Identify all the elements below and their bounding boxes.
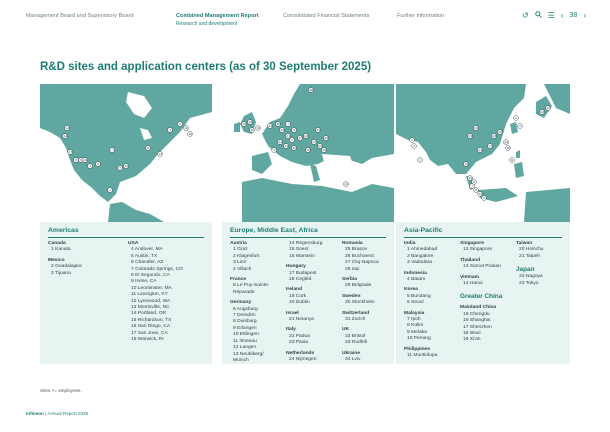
site-entry: 20 Hsinchu — [519, 247, 544, 253]
svg-text:6: 6 — [97, 162, 99, 166]
site-entry: 17 San Jose, CA — [131, 330, 168, 336]
country-heading: Malaysia — [404, 310, 425, 316]
apac-col2 — [460, 241, 518, 344]
svg-text:15: 15 — [124, 164, 128, 168]
country-heading: Italy — [286, 327, 296, 333]
site-entry: 12 Lynnwood, WA — [131, 298, 171, 304]
svg-text:21: 21 — [504, 140, 508, 144]
svg-text:10: 10 — [468, 176, 472, 180]
site-entry: 34 Lviv — [345, 357, 361, 363]
site-entry: 14 Portland, OR — [131, 311, 167, 317]
svg-text:27: 27 — [312, 140, 316, 144]
emea-map — [222, 84, 394, 222]
svg-text:5: 5 — [119, 166, 121, 170]
site-entry: 5 Le Puy-Sainte- — [233, 283, 270, 289]
emea-col1 — [230, 241, 286, 364]
site-entry: 16 Shanghai — [463, 318, 491, 324]
svg-text:4: 4 — [483, 196, 485, 200]
svg-text:31: 31 — [278, 140, 282, 144]
svg-text:9: 9 — [475, 188, 477, 192]
country-heading: Taiwan — [516, 241, 533, 246]
svg-text:10: 10 — [184, 126, 188, 130]
apac-panel — [396, 84, 570, 364]
nav-icons — [522, 11, 586, 20]
svg-text:14: 14 — [478, 148, 482, 152]
site-entry: 8 Kulim — [407, 323, 424, 329]
site-entry: 1 Ahmedabad — [407, 247, 438, 253]
site-entry: 22 Padua — [289, 333, 310, 339]
svg-text:19: 19 — [242, 122, 246, 126]
site-entry: 4 Batam — [407, 277, 426, 283]
nav-combined-management-report-label: Combined Management Report — [176, 13, 259, 19]
site-entry: 25 Brașov — [345, 247, 368, 253]
site-entry: 21 Netanya — [289, 317, 315, 323]
country-heading: Canada — [48, 241, 66, 246]
americas-col1 — [48, 241, 108, 277]
svg-text:3: 3 — [291, 138, 293, 142]
svg-text:4: 4 — [179, 122, 181, 126]
site-entry: 8 Duisburg — [233, 319, 257, 325]
emea-map-svg — [222, 84, 394, 222]
site-entry: 17 Shenzhen — [463, 324, 492, 330]
site-entry: 22 Nagoya — [519, 274, 543, 280]
country-heading: Germany — [230, 300, 252, 306]
country-heading: Netherlands — [286, 350, 315, 356]
site-entry: 23 Pavia — [289, 340, 309, 346]
svg-text:22: 22 — [292, 146, 296, 150]
svg-text:6: 6 — [515, 116, 517, 120]
site-entry: 6 Chandler, AZ — [131, 260, 164, 266]
svg-text:34: 34 — [316, 128, 320, 132]
svg-text:14: 14 — [63, 134, 67, 138]
site-entry: 4 Andover, MA — [131, 247, 163, 253]
site-entry: 18 Warwick, RI — [131, 337, 164, 343]
apac-map — [396, 84, 570, 222]
svg-text:19: 19 — [474, 126, 478, 130]
nav-combined-management-report[interactable] — [176, 13, 259, 27]
svg-text:16: 16 — [280, 128, 284, 132]
americas-panel — [40, 84, 212, 364]
americas-col2 — [128, 241, 214, 344]
svg-text:18: 18 — [492, 134, 496, 138]
site-entry: 21 Taipeh — [519, 253, 541, 259]
svg-text:28: 28 — [324, 136, 328, 140]
site-entry: 11 Ilmenau — [233, 338, 257, 344]
site-entry: 3 Tijuana — [51, 270, 71, 276]
site-entry: 6 Seoul — [407, 300, 424, 306]
site-entry: 27 Cluj-Napoca — [345, 260, 379, 266]
site-entry: 11 Muntinlupa — [407, 353, 438, 359]
country-heading: Hungary — [286, 264, 306, 270]
group-spacer — [516, 260, 570, 264]
country-heading: Philippines — [404, 346, 431, 352]
emea-title: Europe, Middle East, Africa — [230, 227, 318, 234]
country-heading: Greater China — [460, 293, 503, 301]
svg-text:24: 24 — [268, 124, 272, 128]
site-entry: 2 Bangalore — [407, 253, 434, 259]
country-heading: France — [230, 277, 247, 283]
site-entry: 28 Iași — [345, 266, 360, 272]
svg-text:8: 8 — [75, 158, 77, 162]
site-entry: 1 Graz — [233, 247, 248, 253]
svg-text:23: 23 — [546, 106, 550, 110]
nav-sub-research: Research and development — [176, 21, 238, 27]
site-entry: 5 Bundang — [407, 293, 431, 299]
svg-text:3: 3 — [89, 164, 91, 168]
site-entry: 23 Tokyo — [519, 280, 539, 286]
site-entry: Munich — [233, 357, 249, 363]
svg-text:17: 17 — [68, 150, 72, 154]
country-heading: UK — [342, 327, 350, 333]
svg-text:1: 1 — [411, 138, 413, 142]
site-entry: 2 Guadalajara — [51, 264, 82, 270]
site-entry: 15 Soest — [289, 247, 309, 253]
americas-map — [40, 84, 212, 222]
svg-text:2: 2 — [109, 188, 111, 192]
apac-title: Asia-Pacific — [404, 227, 443, 234]
site-entry: 19 Cork — [289, 293, 307, 299]
country-heading: Indonesia — [404, 270, 427, 276]
site-entry: Réparade — [233, 289, 255, 295]
country-heading: Switzerland — [342, 310, 370, 316]
undo-icon[interactable]: ↺ — [521, 11, 529, 20]
apac-divider — [404, 237, 562, 238]
svg-text:25: 25 — [318, 144, 322, 148]
page-footer — [26, 411, 88, 416]
site-entry: 32 Bristol — [345, 333, 366, 339]
svg-text:29: 29 — [306, 148, 310, 152]
site-entry: 19 Xi'an — [463, 337, 481, 343]
site-entry: 33 Rudhill — [345, 340, 367, 346]
footer-brand: Infineon — [26, 411, 44, 416]
site-entry: 10 Leominster, MA — [131, 285, 172, 291]
svg-text:16: 16 — [83, 158, 87, 162]
site-entry: 1 Kanata — [51, 247, 71, 253]
site-entry: 16 San Diego, CA — [131, 324, 171, 330]
emea-panel — [222, 84, 394, 364]
country-heading: Thailand — [460, 257, 481, 263]
page-number: 38 — [569, 12, 578, 19]
svg-text:7: 7 — [111, 148, 113, 152]
svg-text:11: 11 — [146, 146, 150, 150]
country-heading: India — [404, 241, 416, 246]
country-heading: Mexico — [48, 257, 65, 263]
site-entry: 9 Melaka — [407, 329, 427, 335]
emea-col2 — [286, 241, 342, 364]
svg-text:16: 16 — [498, 130, 502, 134]
svg-text:20: 20 — [506, 146, 510, 150]
nav-further-information[interactable]: Further information — [397, 13, 445, 19]
page-title: R&D sites and application centers (as of 30 September 2025) — [40, 61, 372, 73]
site-entry: 13 Neubiberg/ — [233, 351, 264, 357]
country-heading: Austria — [230, 241, 247, 246]
top-navigation — [26, 13, 586, 33]
chevron-left-icon[interactable]: ‹ — [560, 11, 564, 20]
svg-text:2: 2 — [419, 158, 421, 162]
footnote: Sites >= employees. — [40, 388, 82, 393]
site-entry: 31 Zurich — [345, 317, 366, 323]
americas-map-svg — [40, 84, 212, 222]
country-heading: Sweden — [342, 293, 361, 299]
site-entry: 6 Augsburg — [233, 306, 258, 312]
svg-text:18: 18 — [304, 134, 308, 138]
apac-map-svg — [396, 84, 570, 222]
site-entry: 7 Colorado Springs, CO — [131, 266, 183, 272]
site-entry: 17 Budapest — [289, 270, 317, 276]
svg-text:20: 20 — [248, 120, 252, 124]
nav-management-board[interactable]: Management Board and Supervisory Board — [26, 13, 134, 19]
svg-text:7: 7 — [287, 122, 289, 126]
svg-text:12: 12 — [478, 192, 482, 196]
svg-text:9: 9 — [80, 158, 82, 162]
svg-text:12: 12 — [65, 126, 69, 130]
svg-text:11: 11 — [510, 158, 514, 162]
americas-title: Americas — [48, 227, 79, 234]
site-entry: 9 Irvine, CA — [131, 279, 157, 285]
emea-divider — [230, 237, 386, 238]
site-entry: 3 Linz — [233, 260, 247, 266]
menu-icon[interactable]: ☰ — [547, 11, 555, 20]
country-heading: Ukraine — [342, 350, 360, 356]
svg-text:33: 33 — [256, 126, 260, 130]
country-heading: Serbia — [342, 277, 357, 283]
americas-divider — [48, 237, 204, 238]
site-entry: 10 Ettlingen — [233, 332, 259, 338]
country-heading: Vietnam — [460, 274, 479, 280]
site-entry: 12 Singapore — [463, 247, 493, 253]
site-entry: 24 Nijmegen — [289, 357, 317, 363]
country-heading: Mainland China — [460, 305, 497, 311]
country-heading: Korea — [404, 287, 418, 293]
group-spacer — [460, 287, 518, 291]
site-entry: 10 Penang — [407, 336, 431, 342]
site-entry: 5 Austin, TX — [131, 253, 158, 259]
apac-col3 — [516, 241, 570, 287]
site-entry: 7 Ipoh — [407, 317, 421, 323]
site-entry: 15 Richardson, TX — [131, 317, 172, 323]
svg-text:21: 21 — [344, 182, 348, 186]
chevron-right-icon[interactable]: › — [583, 11, 586, 20]
site-entry: 2 Klagenfurt — [233, 253, 260, 259]
site-entry: 11 Lexington, KY — [131, 292, 168, 298]
svg-text:14: 14 — [286, 134, 290, 138]
svg-text:22: 22 — [540, 110, 544, 114]
country-heading: USA — [128, 241, 139, 246]
country-heading: Israel — [286, 310, 299, 316]
site-entry: 18 Cegléd — [289, 277, 312, 283]
svg-text:18: 18 — [188, 132, 192, 136]
svg-text:8: 8 — [473, 180, 475, 184]
site-entry: 26 Bucharest — [345, 253, 374, 259]
site-entry: 15 Chengdu — [463, 311, 490, 317]
site-entry: 7 Dresden — [233, 313, 256, 319]
svg-text:5: 5 — [519, 124, 521, 128]
footer-separator: | — [45, 411, 48, 416]
site-entry: 18 Wuxi — [463, 331, 481, 337]
svg-text:26: 26 — [322, 148, 326, 152]
svg-text:13: 13 — [158, 152, 162, 156]
apac-col1 — [404, 241, 460, 360]
svg-text:5: 5 — [273, 148, 275, 152]
svg-text:15: 15 — [276, 122, 280, 126]
site-entry: 3 Vadodara — [407, 260, 432, 266]
site-entry: 30 Stockholm — [345, 300, 375, 306]
site-entry: 9 Erlangen — [233, 325, 257, 331]
svg-text:17: 17 — [488, 144, 492, 148]
site-entry: 13 Morrisville, NC — [131, 305, 170, 311]
svg-text:15: 15 — [468, 134, 472, 138]
emea-col3 — [342, 241, 396, 364]
footer-report: Annual Report 2025 — [47, 411, 89, 416]
svg-text:30: 30 — [309, 88, 313, 92]
svg-text:32: 32 — [250, 128, 254, 132]
svg-text:23: 23 — [284, 144, 288, 148]
svg-text:1: 1 — [169, 128, 171, 132]
nav-consolidated-financial-statements[interactable]: Consolidated Financial Statements — [283, 13, 370, 19]
site-entry: 8 El Segundo, CA — [131, 273, 170, 279]
site-entry: 4 Villach — [233, 266, 252, 272]
country-heading: Japan — [516, 266, 535, 274]
site-entry: 14 Regensburg — [289, 241, 323, 246]
svg-text:3: 3 — [413, 144, 415, 148]
svg-text:13: 13 — [464, 162, 468, 166]
country-heading: Ireland — [286, 287, 303, 293]
site-entry: 20 Dublin — [289, 300, 310, 306]
country-heading: Romania — [342, 241, 363, 246]
site-entry: 16 Warstein — [289, 253, 315, 259]
country-heading: Singapore — [460, 241, 484, 246]
site-entry: 12 Langen — [233, 345, 257, 351]
search-icon[interactable] — [535, 11, 542, 20]
svg-text:17: 17 — [298, 136, 302, 140]
site-entry: 29 Belgrade — [345, 283, 372, 289]
site-entry: 13 Samut Prakan — [463, 264, 501, 270]
svg-text:9: 9 — [293, 128, 295, 132]
svg-text:7: 7 — [471, 184, 473, 188]
site-entry: 14 Hanoi — [463, 281, 483, 287]
